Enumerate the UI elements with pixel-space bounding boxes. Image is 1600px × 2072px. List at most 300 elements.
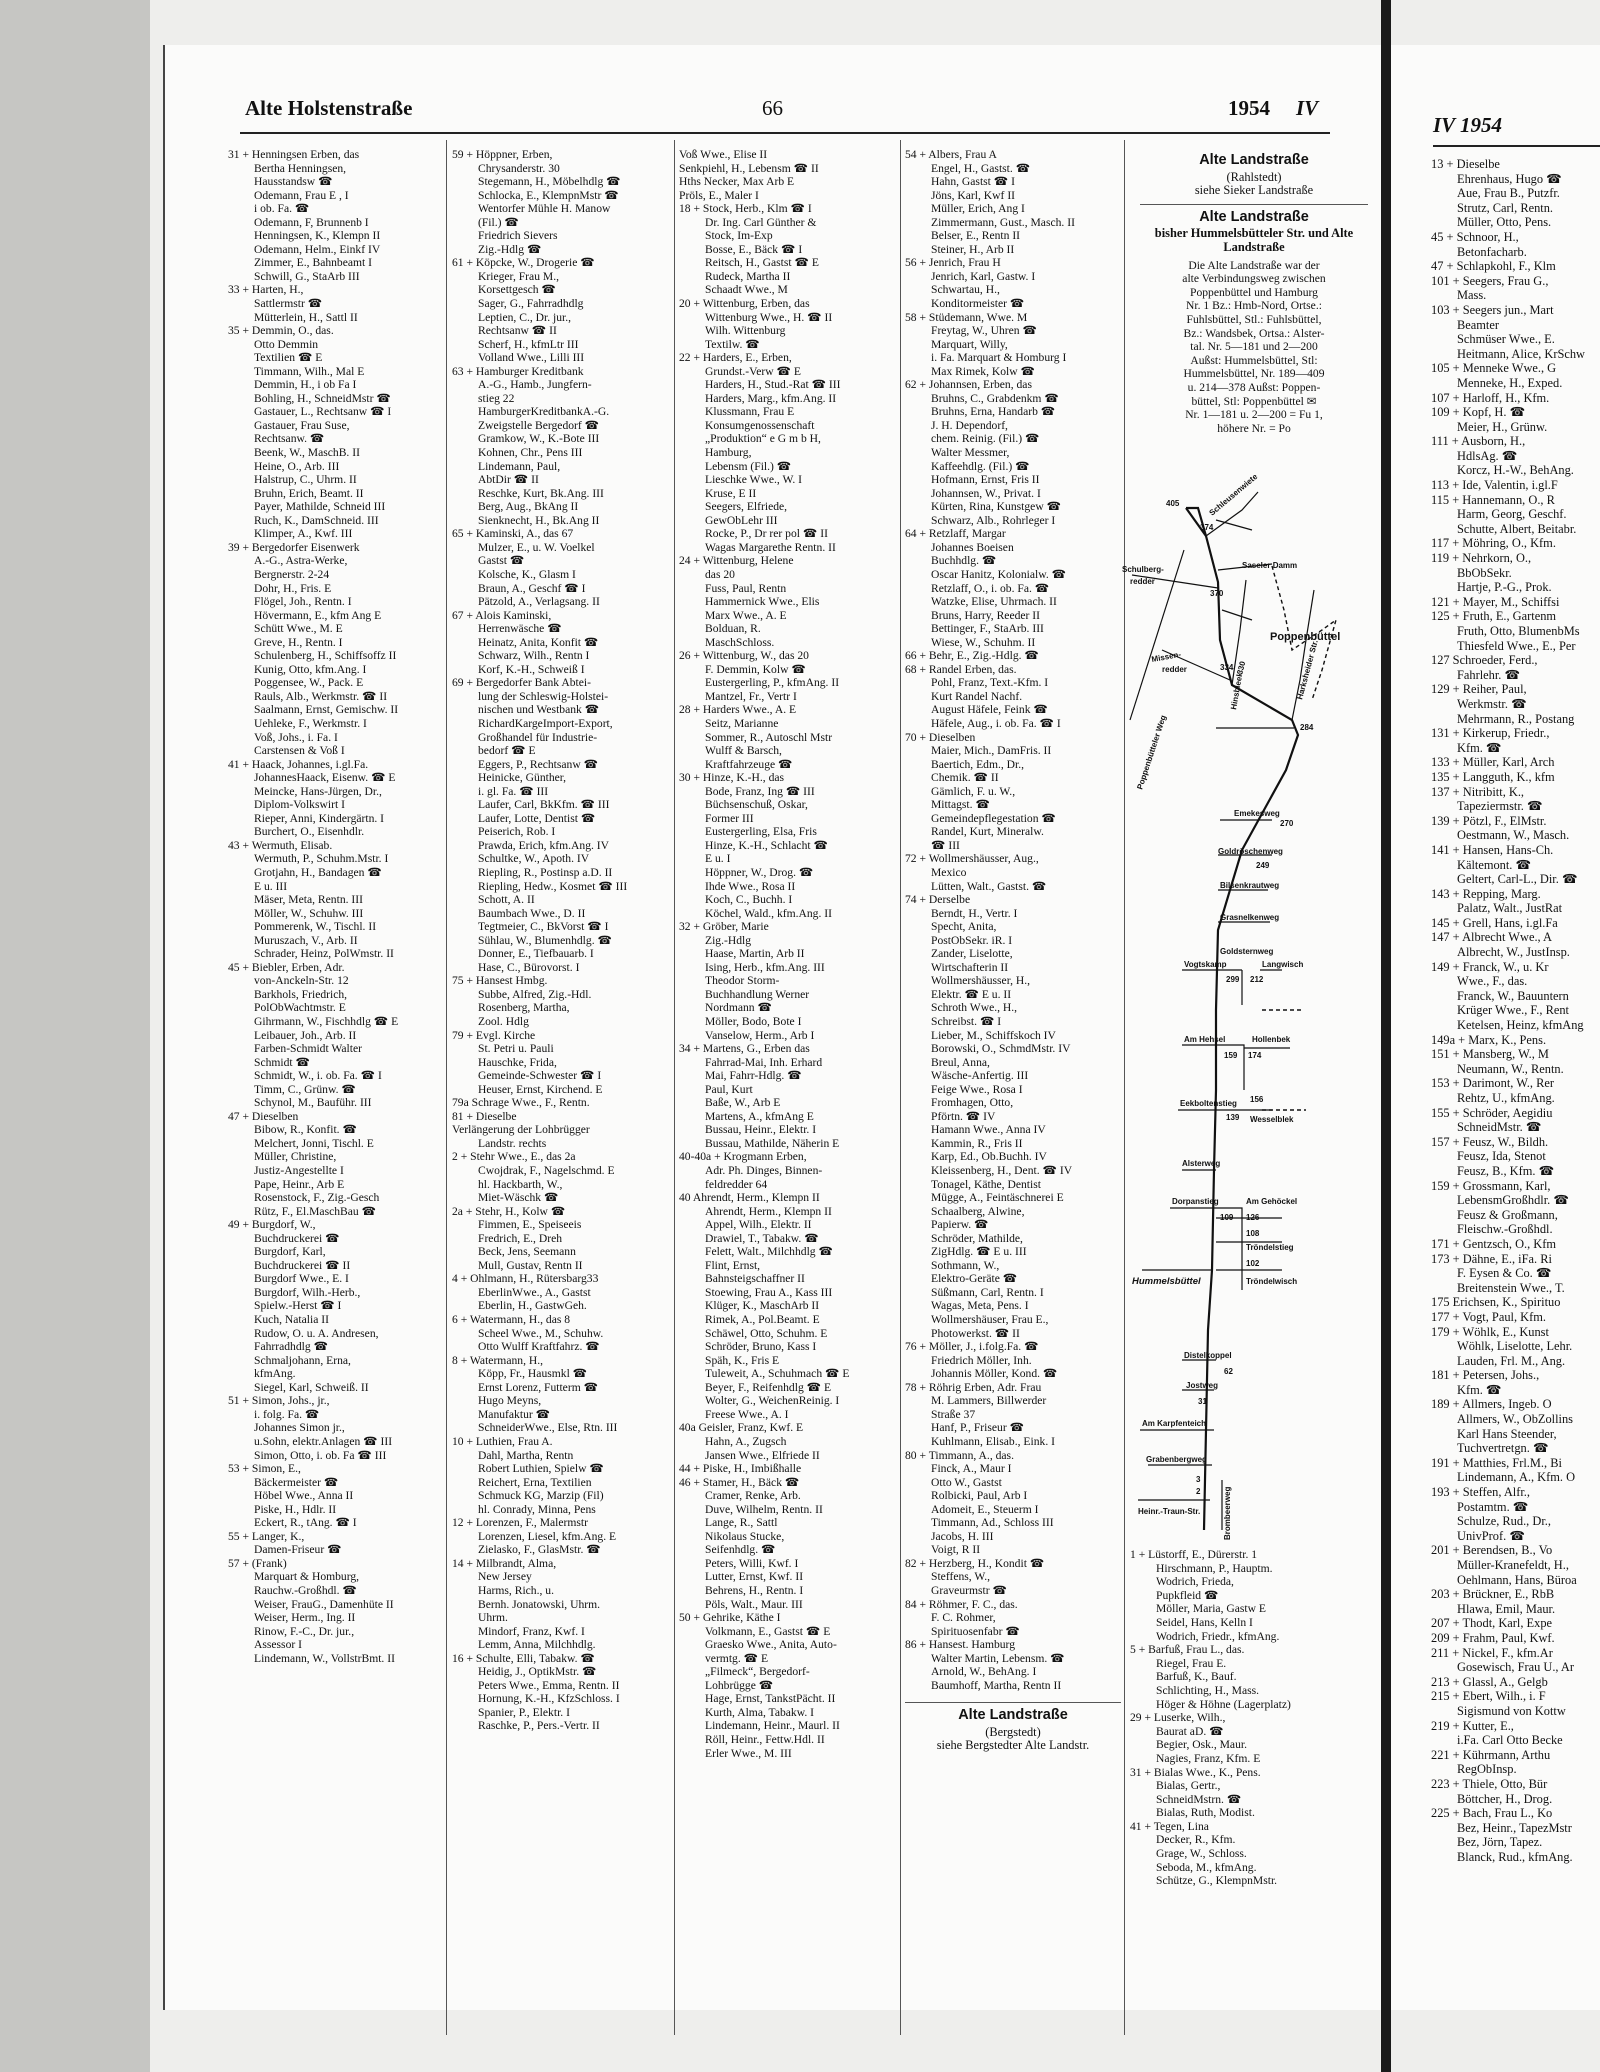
directory-entry: 66 + Behr, E., Zig.-Hdlg. ☎: [905, 649, 1039, 663]
directory-entry: Köchel, Wald., kfm.Ang. II: [705, 906, 832, 920]
directory-entry: Heidig, J., OptikMstr. ☎: [478, 1665, 597, 1679]
directory-entry: Schott, A. II: [478, 893, 535, 907]
directory-entry: Kuch, Natalia II: [254, 1313, 330, 1327]
directory-entry: 51 + Simon, Johs., jr.,: [228, 1394, 330, 1408]
map-label: Eekboltenstieg: [1180, 1099, 1237, 1108]
directory-entry: Bruhns, Erna, Handarb ☎: [931, 405, 1056, 419]
directory-entry: 82 + Herzberg, H., Kondit ☎: [905, 1556, 1045, 1570]
directory-entry: Eustergerling, P., kfmAng. II: [705, 676, 840, 690]
directory-entry: Specht, Anita,: [931, 920, 997, 934]
directory-entry: Zool. Hdlg: [478, 1015, 529, 1028]
directory-entry: von-Anckeln-Str. 12: [254, 974, 349, 988]
directory-entry: 54 + Albers, Frau A: [905, 148, 997, 161]
directory-entry: 58 + Stüdemann, Wwe. M: [905, 310, 1028, 324]
directory-entry: 86 + Hansest. Hamburg: [905, 1638, 1016, 1652]
directory-entry: Schmidt, W., i. ob. Fa. ☎ I: [254, 1069, 382, 1083]
directory-entry: Hahn, A., Zugsch: [705, 1434, 787, 1448]
directory-entry: Höbel Wwe., Anna II: [254, 1489, 354, 1503]
directory-entry: Muruszach, V., Arb. II: [254, 933, 358, 947]
directory-entry: Ahrendt, Herm., Klempn II: [705, 1204, 832, 1218]
directory-entry: 50 + Gehrike, Käthe I: [679, 1611, 781, 1625]
directory-entry: Sothmann, W.,: [931, 1258, 1000, 1272]
directory-entry: Lieber, M., Schiffskoch IV: [931, 1028, 1056, 1042]
directory-entry: Lindemann, W., VollstrBmt. II: [254, 1651, 395, 1665]
directory-entry: Otto Demmin: [254, 337, 319, 351]
directory-entry: Freytag, W., Uhren ☎: [931, 324, 1037, 338]
directory-entry: 127 Schroeder, Ferd.,: [1431, 653, 1538, 668]
directory-entry: Kammin, R., Fris II: [931, 1136, 1023, 1150]
directory-entry: 72 + Wollmershäusser, Aug.,: [905, 852, 1039, 866]
directory-entry: Fuss, Paul, Rentn: [705, 581, 787, 595]
directory-entry: Eckert, R., tAng. ☎ I: [254, 1516, 357, 1530]
directory-entry: Eggers, P., Rechtsanw ☎: [478, 757, 599, 771]
directory-entry: 131 + Kirkerup, Friedr.,: [1431, 726, 1550, 741]
directory-entry: Stock, Im-Exp: [705, 229, 773, 243]
directory-entry: Odemann, F, Brunnenb I: [254, 215, 369, 229]
section-sub-rahlstedt: (Rahlstedt): [1226, 169, 1282, 184]
directory-entry: 157 + Feusz, W., Bildh.: [1431, 1134, 1549, 1149]
directory-entry: GewObLehr III: [705, 513, 778, 527]
directory-entry: Voigt, R II: [931, 1543, 981, 1557]
directory-entry: Wodrich, Friedr., kfmAng.: [1156, 1629, 1280, 1643]
map-label: Jostweg: [1186, 1381, 1219, 1390]
directory-entry: Cramer, Renke, Arb.: [705, 1489, 801, 1503]
directory-entry: Flint, Ernst,: [705, 1258, 761, 1272]
directory-entry: Jansen Wwe., Elfriede II: [705, 1448, 820, 1462]
directory-entry: Photowerkst. ☎ II: [931, 1326, 1020, 1340]
directory-entry: Fahrrad-Mai, Inh. Erhard: [705, 1055, 823, 1069]
directory-entry: Schlocka, E., KlempnMstr ☎: [478, 188, 619, 202]
directory-entry: Stegemann, H., Möbelhdlg ☎: [478, 175, 621, 189]
directory-entry: Ihde Wwe., Rosa II: [705, 879, 796, 893]
directory-entry: 179 + Wöhlk, E., Kunst: [1431, 1324, 1549, 1339]
directory-entry: 213 + Glassl, A., Gelgb: [1431, 1674, 1548, 1689]
directory-entry: Reschke, Kurt, Bk.Ang. III: [478, 486, 604, 500]
directory-entry: Hugo Meyns,: [478, 1394, 542, 1408]
directory-entry: Jöns, Karl, Kwf II: [931, 188, 1016, 202]
section-sub-alte-landstrasse: bisher Hummelsbütteler Str. und Alte Landstraße: [1154, 226, 1354, 254]
directory-entry: Kürten, Rina, Kunstgew ☎: [931, 500, 1062, 514]
directory-entry: F. Eysen & Co. ☎: [1457, 1266, 1552, 1281]
directory-entry: Steffens, W.,: [931, 1570, 991, 1584]
directory-entry: 137 + Nitribitt, K.,: [1431, 784, 1525, 799]
directory-entry: Kraftfahrzeuge ☎: [705, 757, 793, 771]
directory-entry: Bibow, R., Konfit. ☎: [254, 1123, 357, 1137]
directory-entry: 39 + Bergedorfer Eisenwerk: [228, 540, 360, 554]
directory-entry: Martens, A., kfmAng E: [705, 1109, 814, 1123]
directory-entry: Heine, O., Arb. III: [254, 459, 340, 473]
directory-entry: 30 + Hinze, K.-H., das: [679, 771, 785, 785]
directory-entry: 49 + Burgdorf, W.,: [228, 1218, 316, 1232]
directory-entry: Wiese, W., Schuhm. II: [931, 635, 1036, 649]
directory-entry: Volland Wwe., Lilli III: [478, 351, 585, 365]
directory-entry: Duve, Wilhelm, Rentn. II: [705, 1502, 823, 1516]
directory-entry: A.-G., Hamb., Jungfern-: [478, 378, 592, 392]
directory-entry: Zielasko, F., GlasMstr. ☎: [478, 1543, 601, 1557]
directory-entry: St. Petri u. Pauli: [478, 1042, 554, 1056]
directory-entry: 1 + Lüstorff, E., Dürerstr. 1: [1130, 1548, 1258, 1561]
directory-entry: Graveurmstr ☎: [931, 1583, 1007, 1597]
directory-entry: Poppenbüttel und Hamburg: [1190, 285, 1318, 299]
directory-entry: Harders, Marg., kfm.Ang. II: [705, 391, 837, 405]
directory-entry: 33 + Harten, H.,: [228, 283, 304, 297]
directory-entry: Watzke, Elise, Uhrmach. II: [931, 595, 1057, 609]
directory-entry: u.Sohn, elektr.Anlagen ☎ III: [254, 1434, 393, 1448]
directory-entry: Fimmen, E., Speiseeis: [478, 1218, 582, 1232]
directory-entry: Koch, C., Buchh. I: [705, 893, 793, 907]
directory-entry: 41 + Haack, Johannes, i.gl.Fa.: [228, 757, 369, 771]
directory-entry: Sommer, R., Autoschl Mstr: [705, 730, 833, 744]
directory-entry: Burgdorf, Karl,: [254, 1245, 326, 1259]
directory-entry: PolObWachtmstr. E: [254, 1001, 346, 1015]
directory-entry: Schwarz, Wilh., Rentn I: [478, 649, 590, 663]
directory-entry: Laufer, Lotte, Dentist ☎: [478, 811, 596, 825]
directory-entry: 41 + Tegen, Lina: [1130, 1819, 1209, 1833]
map-label: Hollenbek: [1252, 1035, 1291, 1044]
directory-entry: 26 + Wittenburg, W., das 20: [679, 649, 809, 663]
directory-entry: Lebensm (Fil.) ☎: [705, 459, 792, 473]
directory-entry: Bertha Henningsen,: [254, 161, 347, 175]
directory-entry: Simon, Otto, i. ob. Fa ☎ III: [254, 1448, 387, 1462]
map-label: 334: [1220, 663, 1234, 672]
directory-entry: Schlichting, H., Mass.: [1156, 1683, 1260, 1697]
directory-entry: Zimmermann, Gust., Masch. II: [931, 215, 1075, 229]
map-label: Goldröschenweg: [1218, 847, 1283, 856]
directory-entry: Schütt Wwe., M. E: [254, 622, 343, 636]
directory-entry: höhere Nr. = Po: [1217, 421, 1291, 435]
directory-entry: Raschke, P., Pers.-Vertr. II: [478, 1719, 600, 1733]
directory-entry: Karl Hans Steender,: [1457, 1426, 1557, 1441]
directory-entry: Wäsche-Anfertig. III: [931, 1069, 1029, 1083]
directory-entry: 193 + Steffen, Alfr.,: [1431, 1485, 1530, 1500]
directory-entry: Hofmann, Ernst, Fris II: [931, 473, 1040, 487]
book-gutter: [1381, 0, 1391, 2072]
directory-entry: Grotjahn, H., Bandagen ☎: [254, 865, 382, 879]
directory-entry: hl. Hackbarth, W.,: [478, 1177, 563, 1191]
directory-entry: Kfm. ☎: [1457, 740, 1502, 755]
directory-entry: Baße, W., Arb E: [705, 1096, 781, 1110]
directory-entry: Wagas, Meta, Pens. I: [931, 1299, 1029, 1313]
directory-entry: Hinze, K.-H., Schlacht ☎: [705, 838, 828, 852]
directory-entry: Robert Luthien, Spielw ☎: [478, 1462, 604, 1476]
directory-entry: Böttcher, H., Drog.: [1457, 1791, 1553, 1806]
directory-entry: Klimper, A., Kwf. III: [254, 527, 353, 541]
directory-entry: Lindemann, Heinr., Maurl. II: [705, 1719, 840, 1733]
map-label: 405: [1166, 499, 1180, 508]
directory-entry: Kfm. ☎: [1457, 1382, 1502, 1397]
directory-entry: Kuhlmann, Elisab., Eink. I: [931, 1434, 1055, 1448]
directory-entry: Allmers, W., ObZollins: [1457, 1412, 1573, 1427]
directory-entry: Schutte, Albert, Beitabr.: [1457, 521, 1577, 536]
directory-entry: Harms, Rich., u.: [478, 1583, 554, 1597]
directory-entry: 16 + Schulte, Elli, Tabakw. ☎: [452, 1651, 595, 1665]
directory-entry: Hornung, K.-H., KfzSchloss. I: [478, 1692, 620, 1706]
map-label: 2: [1196, 1487, 1201, 1496]
directory-entry: Rütz, F., El.MaschBau ☎: [254, 1204, 377, 1218]
directory-entry: Nordmann ☎: [705, 1001, 772, 1015]
map-label: Poppenbüttel: [1270, 631, 1341, 643]
directory-entry: Zig.-Hdlg ☎: [478, 242, 542, 256]
map-label: Emekesweg: [1234, 809, 1280, 818]
directory-entry: Hauschke, Frida,: [478, 1055, 557, 1069]
directory-entry: Fruth, Otto, BlumenbMs: [1457, 624, 1580, 638]
directory-entry: chem. Reinig. (Fil.) ☎: [931, 432, 1040, 446]
directory-entry: Oestmann, W., Masch.: [1457, 828, 1570, 843]
directory-entry: UnivProf. ☎: [1457, 1528, 1525, 1543]
directory-entry: Pupkfleid ☎: [1156, 1588, 1219, 1602]
directory-entry: Gihrmann, W., Fischhdlg ☎ E: [254, 1015, 399, 1028]
directory-entry: Spirituosenfabr ☎: [931, 1624, 1020, 1638]
directory-entry: Wollmershäusser, H.,: [931, 974, 1031, 988]
directory-entry: Eustergerling, Elsa, Fris: [705, 825, 817, 839]
directory-entry: Außst: Hummelsbüttel, Stl:: [1190, 353, 1318, 367]
directory-entry: 149a + Marx, K., Pens.: [1431, 1032, 1547, 1047]
directory-entry: Kruse, E II: [705, 486, 757, 500]
column-1: [228, 148, 442, 1665]
directory-entry: Baumbach Wwe., D. II: [478, 906, 586, 920]
directory-entry: Harm, Georg, Geschf.: [1457, 507, 1567, 522]
directory-entry: Fleischw.-Großhdl.: [1457, 1222, 1553, 1237]
directory-entry: Krieger, Frau M.,: [478, 269, 559, 283]
directory-entry: PostObSekr. iR. I: [931, 933, 1013, 947]
directory-entry: Voß, Johs., i. Fa. I: [254, 730, 338, 744]
directory-entry: Riepling, R., Postinsp a.D. II: [478, 865, 613, 879]
directory-entry: Johannes Simon jr.,: [254, 1421, 345, 1435]
directory-entry: Heinicke, Günther,: [478, 771, 567, 785]
directory-entry: 8 + Watermann, H.,: [452, 1353, 544, 1367]
directory-entry: SchneidMstrn. ☎: [1156, 1792, 1242, 1806]
map-label: 284: [1300, 723, 1314, 732]
directory-entry: 133 + Müller, Karl, Arch: [1431, 755, 1555, 770]
directory-entry: Möller, W., Schuhw. III: [254, 906, 364, 920]
directory-entry: New Jersey: [478, 1570, 532, 1584]
directory-entry: Landstr. rechts: [478, 1136, 547, 1150]
directory-entry: 211 + Nickel, F., kfm.Ar: [1431, 1645, 1553, 1660]
directory-entry: Schaalberg, Alwine,: [931, 1204, 1025, 1218]
directory-entry: Lorenzen, Liesel, kfm.Ang. E: [478, 1529, 617, 1543]
directory-entry: 151 + Mansberg, W., M: [1431, 1047, 1549, 1062]
directory-entry: Korf, K.-H., Schweiß I: [478, 662, 585, 676]
directory-entry: Gastauer, Frau Suse,: [254, 418, 350, 432]
directory-entry: Hamann Wwe., Anna IV: [931, 1123, 1046, 1137]
directory-entry: Peters, Willi, Kwf. I: [705, 1556, 799, 1570]
map-label: 3: [1196, 1475, 1201, 1484]
map-label: 126: [1246, 1213, 1260, 1222]
directory-entry: Meincke, Hans-Jürgen, Dr.,: [254, 784, 382, 798]
directory-entry: 175 Erichsen, K., Spirituo: [1431, 1295, 1561, 1310]
directory-entry: Müller, Otto, Pens.: [1457, 215, 1552, 230]
directory-entry: Buchhdlg. ☎: [931, 554, 997, 568]
directory-entry: Otto W., Gastst: [931, 1475, 1002, 1489]
directory-entry: ☎ III: [931, 838, 960, 852]
directory-entry: i. Fa. Marquart & Homburg I: [931, 351, 1067, 365]
directory-entry: 53 + Simon, E.,: [228, 1462, 301, 1476]
directory-entry: stieg 22: [478, 391, 515, 405]
directory-entry: Timmann, Wilh., Mal E: [254, 364, 365, 378]
directory-entry: Spanier, P., Elektr. I: [478, 1705, 570, 1719]
directory-entry: 12 + Lorenzen, F., Malermstr: [452, 1516, 589, 1530]
directory-entry: Blanck, Rud., kfmAng.: [1457, 1849, 1573, 1864]
directory-entry: A.-G., Astra-Werke,: [254, 554, 348, 568]
directory-entry: Wirtschafterin II: [931, 960, 1009, 974]
directory-entry: Die Alte Landstraße war der: [1188, 258, 1320, 272]
directory-entry: Burchert, O., Eisenhdlr.: [254, 825, 365, 839]
directory-entry: Schröder, Bruno, Kass I: [705, 1340, 817, 1354]
directory-entry: Köpp, Fr., Hausmkl ☎: [478, 1367, 588, 1381]
directory-entry: Schaadt Wwe., M: [705, 283, 788, 297]
directory-entry: Subbe, Alfred, Zig.-Hdl.: [478, 987, 592, 1001]
directory-entry: SchneidMstr. ☎: [1457, 1120, 1542, 1135]
directory-entry: Bz.: Wandsbek, Ortsa.: Alster-: [1183, 326, 1325, 340]
directory-entry: Pöls, Walt., Maur. III: [705, 1597, 803, 1611]
directory-entry: 40-40a + Krogmann Erben,: [679, 1150, 807, 1164]
directory-entry: Marquart, Willy,: [931, 337, 1008, 351]
directory-entry: 31 + Bialas Wwe., K., Pens.: [1130, 1765, 1261, 1779]
directory-entry: 80 + Timmann, A., das.: [905, 1448, 1014, 1462]
directory-entry: Bohling, H., SchneidMstr ☎: [254, 391, 391, 405]
directory-entry: Wagas Margarethe Rentn. II: [705, 540, 836, 554]
directory-entry: Oehlmann, Hans, Büroa: [1457, 1572, 1577, 1587]
directory-entry: Haase, Martin, Arb II: [705, 947, 805, 961]
map-label: Langwisch: [1262, 960, 1304, 969]
directory-entry: Schäwel, Otto, Schuhm. E: [705, 1326, 828, 1340]
directory-entry: Volkmann, E., Gastst ☎ E: [705, 1624, 831, 1638]
directory-entry: Friedrich Sievers: [478, 229, 558, 243]
directory-entry: 45 + Schnoor, H.,: [1431, 229, 1519, 244]
directory-entry: Berndt, H., Vertr. I: [931, 906, 1018, 920]
directory-entry: Heitmann, Alice, KrSchw: [1457, 346, 1586, 361]
directory-entry: 56 + Jenrich, Frau H: [905, 256, 1001, 270]
directory-entry: Rosenberg, Martha,: [478, 1001, 570, 1015]
directory-entry: F. Demmin, Kolw ☎: [705, 662, 806, 676]
directory-entry: Seidel, Hans, Kelln I: [1156, 1615, 1253, 1629]
directory-entry: 135 + Langguth, K., kfm: [1431, 769, 1555, 784]
directory-entry: August Häfele, Feink ☎: [931, 703, 1048, 717]
directory-entry: 28 + Harders Wwe., A. E: [679, 703, 797, 717]
directory-entry: Müller, Erich, Ang I: [931, 202, 1025, 216]
directory-entry: Krüger Wwe., F., Rent: [1457, 1003, 1569, 1018]
section-title-rahlstedt: Alte Landstraße: [1199, 152, 1309, 168]
directory-entry: Klüger, K., MaschArb II: [705, 1299, 820, 1313]
directory-entry: Rosenstock, F., Zig.-Gesch: [254, 1191, 380, 1205]
directory-entry: 109 + Kopf, H. ☎: [1431, 405, 1526, 420]
directory-entry: Buchhandlung Werner: [705, 987, 810, 1001]
directory-entry: 47 + Schlapkohl, F., Klm: [1431, 259, 1556, 274]
directory-entry: 44 + Piske, H., Imbißhalle: [679, 1462, 802, 1476]
directory-entry: Paul, Kurt: [705, 1082, 753, 1096]
directory-entry: 201 + Berendsen, B., Vo: [1431, 1543, 1553, 1558]
directory-entry: Rolbicki, Paul, Arb I: [931, 1489, 1028, 1503]
directory-entry: Wöhlk, Liselotte, Lehr.: [1457, 1339, 1573, 1354]
directory-entry: Palatz, Walt., JustRat: [1457, 901, 1563, 916]
directory-entry: Hartje, P.-G., Prok.: [1457, 580, 1552, 595]
directory-entry: Bettinger, F., StaArb. III: [931, 622, 1044, 636]
directory-entry: Schmaljohann, Erna,: [254, 1353, 351, 1367]
directory-entry: Burgdorf Wwe., E. I: [254, 1272, 349, 1286]
directory-entry: i. folg. Fa. ☎: [254, 1407, 320, 1421]
directory-entry: Sager, G., Fahrradhdlg: [478, 297, 584, 311]
directory-entry: Gämlich, F. u. W.,: [931, 784, 1016, 798]
directory-entry: Sattlermstr ☎: [254, 297, 323, 311]
directory-entry: Feige Wwe., Rosa I: [931, 1082, 1023, 1096]
directory-entry: Wittenburg Wwe., H. ☎ II: [705, 310, 833, 324]
map-label: Alsterweg: [1182, 1159, 1221, 1168]
directory-entry: Wentorfer Mühle H. Manow: [478, 202, 611, 216]
directory-entry: Eberlin, H., GastwGeh.: [478, 1299, 587, 1313]
directory-entry: Müller, Christine,: [254, 1150, 337, 1164]
directory-entry: 18 + Stock, Herb., Klm ☎ I: [679, 202, 812, 216]
section-title-bergstedt: Alte Landstraße: [958, 1707, 1068, 1724]
section-title-alte-landstrasse: Alte Landstraße: [1199, 208, 1309, 225]
directory-entry: Behrens, H., Rentn. I: [705, 1583, 804, 1597]
directory-entry: Bahnsteigschaffner II: [705, 1272, 805, 1286]
directory-entry: Engel, H., Gastst. ☎: [931, 161, 1031, 175]
directory-entry: Pommerenk, W., Tischl. II: [254, 920, 377, 934]
directory-entry: EberlinWwe., A., Gastst: [478, 1285, 591, 1299]
directory-entry: Rauchw.-Großhdl. ☎: [254, 1583, 357, 1597]
directory-entry: Häfele, Aug., i. ob. Fa. ☎ I: [931, 716, 1061, 730]
directory-entry: Feusz, Ida, Stenot: [1457, 1149, 1546, 1164]
directory-entry: J. H. Dependorf,: [931, 418, 1008, 432]
directory-entry: Walter Martin, Lebensm. ☎: [931, 1651, 1065, 1665]
directory-entry: Uhrm.: [478, 1611, 508, 1625]
directory-entry: Peiserich, Rob. I: [478, 825, 556, 839]
directory-entry: Mantzel, Fr., Vertr I: [705, 689, 797, 703]
section-sub-bergstedt: (Bergstedt): [985, 1724, 1041, 1739]
section-divider: [905, 1702, 1121, 1703]
directory-entry: Nagies, Franz, Kfm. E: [1156, 1751, 1261, 1765]
map-label: Grasnelkenweg: [1220, 913, 1280, 922]
directory-entry: tal. Nr. 5—181 und 2—200: [1190, 340, 1318, 354]
directory-entry: 129 + Reiher, Paul,: [1431, 682, 1527, 697]
directory-entry: Johannes Boeisen: [931, 540, 1014, 554]
directory-entry: i.Fa. Carl Otto Becke: [1457, 1733, 1563, 1748]
directory-entry: Schulenberg, H., Schiffsoffz II: [254, 649, 397, 663]
directory-entry: 119 + Nehrkorn, O.,: [1431, 551, 1532, 566]
directory-entry: Scheel Wwe., M., Schuhw.: [478, 1326, 604, 1340]
directory-entry: Lindemann, Paul,: [478, 459, 561, 473]
directory-entry: 149 + Franck, W., u. Kr: [1431, 959, 1549, 974]
directory-entry: Kolsche, K., Glasm I: [478, 567, 576, 581]
directory-entry: Henningsen, K., Klempn II: [254, 229, 381, 243]
directory-entry: 35 + Demmin, O., das.: [228, 324, 334, 338]
directory-entry: Pohl, Franz, Text.-Kfm. I: [931, 676, 1049, 690]
directory-entry: 81 + Dieselbe: [452, 1109, 517, 1123]
section-description: [1130, 259, 1378, 436]
directory-entry: Schrader, Heinz, PolWmstr. II: [254, 947, 394, 961]
directory-entry: Müller-Kranefeldt, H.,: [1457, 1558, 1569, 1572]
directory-entry: Späh, K., Fris E: [705, 1353, 780, 1367]
directory-entry: Dr. Ing. Carl Günther &: [705, 215, 817, 229]
directory-entry: Bäckermeister ☎: [254, 1475, 339, 1489]
section-divider: [1140, 204, 1368, 205]
directory-entry: Lindemann, A., Kfm. O: [1457, 1470, 1576, 1485]
directory-entry: Mass.: [1457, 288, 1487, 303]
directory-entry: i ob. Fa. ☎: [254, 202, 310, 216]
directory-entry: Freese Wwe., A. I: [705, 1407, 789, 1421]
directory-entry: Riegel, Frau E.: [1156, 1656, 1227, 1670]
directory-entry: Burgdorf, Wilh.-Herb.,: [254, 1285, 361, 1299]
directory-entry: 74 + Derselbe: [905, 893, 971, 907]
directory-entry: Timmann, Ad., Schloss III: [931, 1516, 1054, 1530]
district-boundary: [1262, 566, 1336, 1110]
directory-entry: Rehtz, U., kfmAng.: [1457, 1091, 1555, 1105]
directory-entry: Chrysanderstr. 30: [478, 161, 560, 175]
directory-entry: Bez, Jörn, Tapez.: [1457, 1835, 1543, 1850]
directory-entry: Pförtn. ☎ IV: [931, 1109, 996, 1123]
map-label: 31: [1198, 1397, 1207, 1406]
directory-entry: Peters Wwe., Emma, Rentn. II: [478, 1678, 620, 1692]
